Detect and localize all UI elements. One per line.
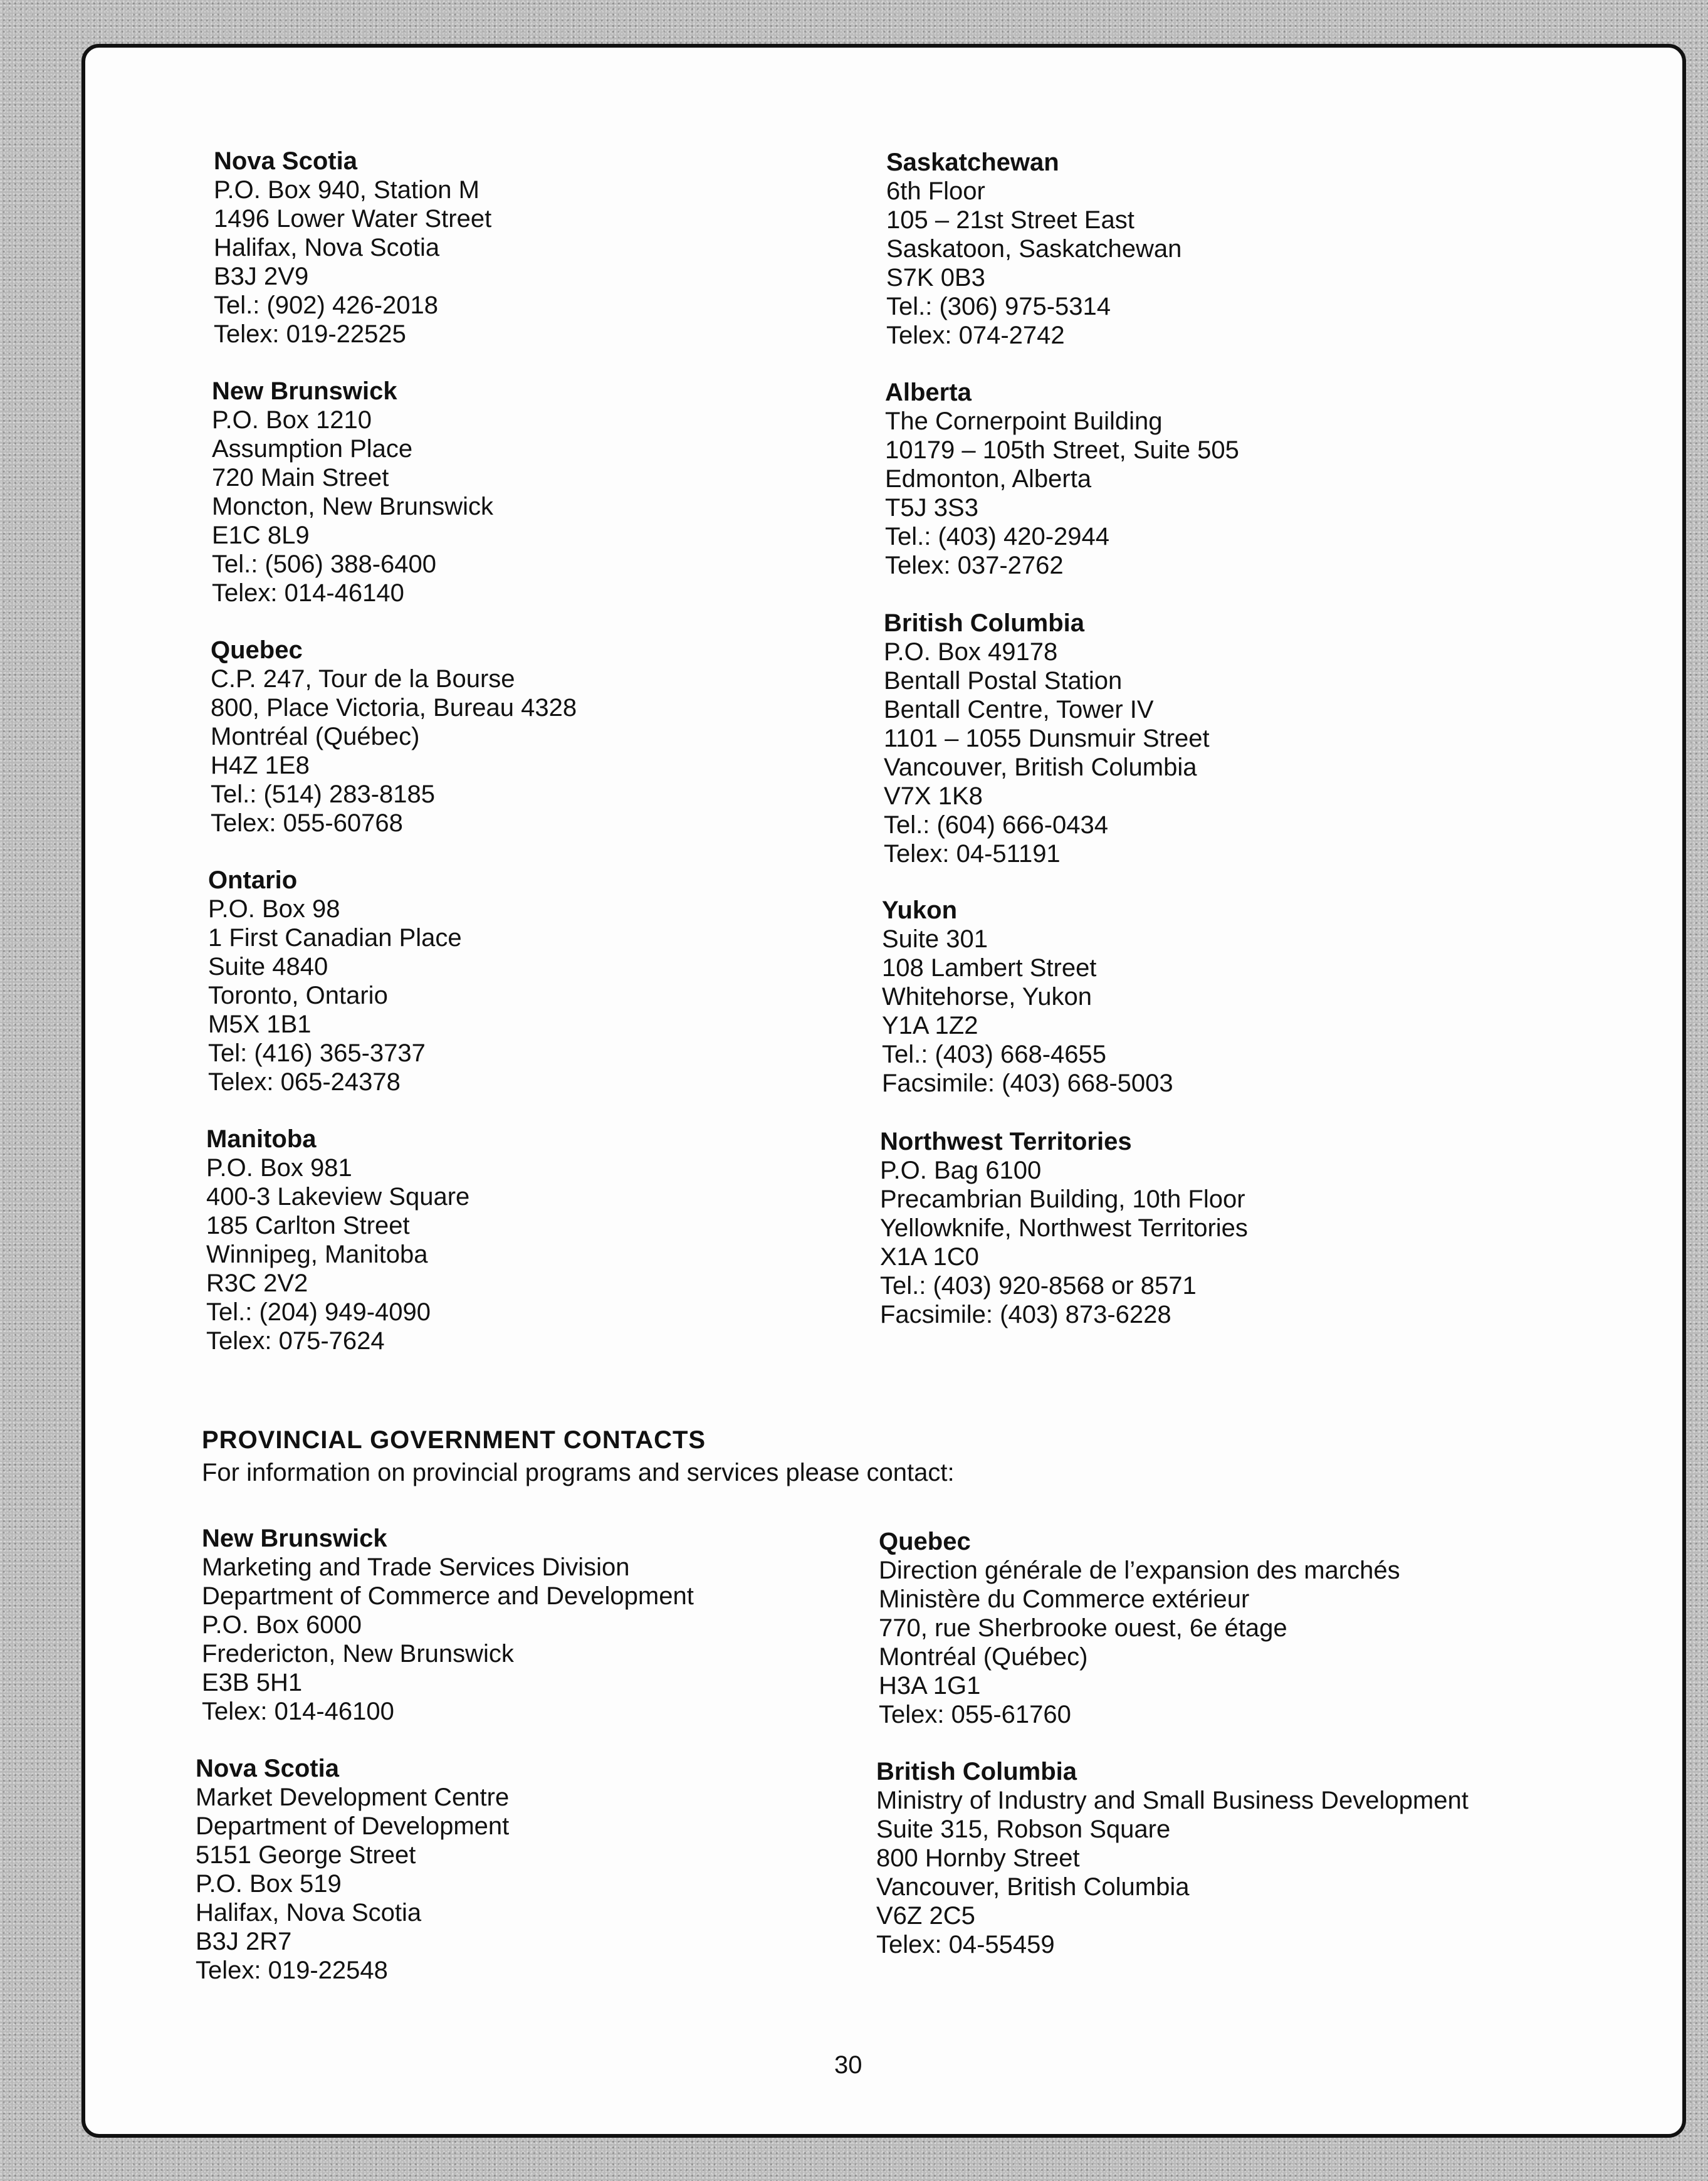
address-line: Assumption Place	[212, 435, 413, 463]
address-line: Moncton, New Brunswick	[212, 493, 494, 520]
address-line: Whitehorse, Yukon	[882, 983, 1092, 1011]
office-name: Manitoba	[206, 1125, 317, 1153]
address-line: P.O. Bag 6100	[880, 1157, 1042, 1184]
office-saskatchewan	[886, 148, 1181, 350]
address-line: Toronto, Ontario	[208, 982, 388, 1009]
address-line: P.O. Box 49178	[884, 638, 1058, 666]
address-line: P.O. Box 1210	[212, 406, 372, 434]
telex: Telex: 074-2742	[886, 322, 1065, 349]
telex: Telex: 075-7624	[206, 1327, 385, 1355]
office-name: Quebec	[211, 636, 303, 664]
postal-code: B3J 2V9	[214, 263, 309, 290]
postal-code: V6Z 2C5	[876, 1902, 975, 1930]
address-line: P.O. Box 6000	[202, 1611, 362, 1639]
address-line: Edmonton, Alberta	[885, 465, 1092, 493]
postal-code: V7X 1K8	[884, 782, 983, 810]
facsimile: Facsimile: (403) 668-5003	[882, 1069, 1173, 1097]
address-line: Montréal (Québec)	[879, 1643, 1088, 1671]
section-heading: PROVINCIAL GOVERNMENT CONTACTS	[202, 1426, 706, 1454]
office-quebec	[211, 636, 577, 838]
address-line: Marketing and Trade Services Division	[202, 1553, 630, 1581]
address-line: 5151 George Street	[196, 1841, 416, 1869]
telephone: Tel.: (204) 949-4090	[206, 1298, 431, 1326]
address-line: Suite 315, Robson Square	[876, 1816, 1171, 1843]
address-line: Suite 4840	[208, 953, 328, 980]
office-name: Saskatchewan	[886, 149, 1059, 176]
address-line: 108 Lambert Street	[882, 954, 1097, 982]
postal-code: R3C 2V2	[206, 1269, 308, 1297]
postal-code: T5J 3S3	[885, 494, 978, 522]
address-line: P.O. Box 98	[208, 895, 340, 923]
telephone: Tel.: (403) 668-4655	[882, 1041, 1107, 1068]
address-line: 1101 – 1055 Dunsmuir Street	[884, 725, 1210, 752]
address-line: 720 Main Street	[212, 464, 389, 491]
telex: Telex: 04-55459	[876, 1931, 1055, 1958]
office-new-brunswick	[212, 377, 493, 607]
address-line: Vancouver, British Columbia	[876, 1873, 1190, 1901]
telephone: Tel.: (902) 426-2018	[214, 292, 439, 319]
office-alberta	[885, 378, 1239, 580]
address-line: C.P. 247, Tour de la Bourse	[211, 665, 515, 693]
address-line: Department of Development	[196, 1812, 510, 1840]
telephone: Tel: (416) 365-3737	[208, 1039, 426, 1067]
address-line: Precambrian Building, 10th Floor	[880, 1185, 1245, 1213]
telex: Telex: 04-51191	[884, 840, 1061, 868]
provincial-quebec	[879, 1527, 1400, 1729]
address-line: Yellowknife, Northwest Territories	[880, 1214, 1248, 1242]
telex: Telex: 037-2762	[885, 552, 1064, 579]
address-line: Winnipeg, Manitoba	[206, 1241, 428, 1268]
office-name: Alberta	[885, 379, 972, 406]
telex: Telex: 019-22548	[196, 1957, 388, 1984]
telex: Telex: 055-61760	[879, 1701, 1071, 1728]
provincial-nova-scotia	[196, 1754, 509, 1985]
telephone: Tel.: (514) 283-8185	[211, 780, 436, 808]
address-line: Saskatoon, Saskatchewan	[886, 235, 1182, 263]
address-line: 6th Floor	[886, 177, 985, 205]
address-line: Bentall Postal Station	[884, 667, 1123, 695]
address-line: Vancouver, British Columbia	[884, 754, 1197, 781]
provincial-british-columbia	[876, 1757, 1469, 1959]
address-line: Ministry of Industry and Small Business Development	[876, 1787, 1469, 1814]
document-page	[81, 44, 1686, 2138]
address-line: 800, Place Victoria, Bureau 4328	[211, 694, 577, 722]
postal-code: Y1A 1Z2	[882, 1012, 978, 1039]
address-line: Ministère du Commerce extérieur	[879, 1585, 1250, 1613]
office-british-columbia	[884, 609, 1210, 868]
address-line: 10179 – 105th Street, Suite 505	[885, 436, 1239, 464]
office-name: British Columbia	[876, 1758, 1077, 1785]
telephone: Tel.: (306) 975-5314	[886, 293, 1111, 320]
office-name: New Brunswick	[212, 377, 397, 405]
address-line: Halifax, Nova Scotia	[196, 1899, 422, 1926]
postal-code: M5X 1B1	[208, 1011, 312, 1038]
postal-code: H4Z 1E8	[211, 752, 310, 779]
address-line: 105 – 21st Street East	[886, 206, 1134, 234]
telex: Telex: 019-22525	[214, 320, 406, 348]
office-name: Quebec	[879, 1528, 971, 1555]
page-number: 30	[834, 2051, 862, 2079]
postal-code: E3B 5H1	[202, 1669, 303, 1696]
address-line: Montréal (Québec)	[211, 723, 420, 750]
address-line: Department of Commerce and Development	[202, 1582, 694, 1610]
address-line: 1 First Canadian Place	[208, 924, 462, 952]
telephone: Tel.: (403) 420-2944	[885, 523, 1110, 550]
office-yukon	[882, 896, 1173, 1098]
telex: Telex: 065-24378	[208, 1068, 401, 1096]
telephone: Tel.: (604) 666-0434	[884, 811, 1109, 839]
office-name: New Brunswick	[202, 1525, 387, 1552]
office-manitoba	[206, 1125, 469, 1355]
office-name: Nova Scotia	[196, 1755, 339, 1782]
provincial-new-brunswick	[202, 1524, 694, 1726]
postal-code: X1A 1C0	[880, 1243, 979, 1271]
telex: Telex: 055-60768	[211, 809, 403, 837]
section-intro: For information on provincial programs and services please contact:	[202, 1459, 955, 1486]
address-line: 800 Hornby Street	[876, 1844, 1080, 1872]
office-nova-scotia	[214, 147, 491, 349]
address-line: 400-3 Lakeview Square	[206, 1183, 470, 1211]
postal-code: B3J 2R7	[196, 1928, 292, 1955]
address-line: 770, rue Sherbrooke ouest, 6e étage	[879, 1614, 1287, 1642]
postal-code: S7K 0B3	[886, 264, 985, 292]
address-line: P.O. Box 940, Station M	[214, 176, 479, 204]
office-name: British Columbia	[884, 609, 1085, 637]
office-name: Yukon	[882, 896, 958, 924]
address-line: P.O. Box 981	[206, 1154, 352, 1182]
address-line: Fredericton, New Brunswick	[202, 1640, 514, 1668]
address-line: Bentall Centre, Tower IV	[884, 696, 1154, 723]
telex: Telex: 014-46140	[212, 579, 404, 607]
address-line: 185 Carlton Street	[206, 1212, 410, 1239]
address-line: Market Development Centre	[196, 1784, 510, 1811]
office-name: Nova Scotia	[214, 147, 357, 175]
office-name: Northwest Territories	[880, 1128, 1132, 1155]
address-line: P.O. Box 519	[196, 1870, 342, 1898]
telephone: Tel.: (403) 920-8568 or 8571	[880, 1272, 1197, 1300]
postal-code: H3A 1G1	[879, 1672, 981, 1700]
address-line: 1496 Lower Water Street	[214, 205, 492, 233]
office-northwest-territories	[880, 1127, 1248, 1329]
office-ontario	[208, 866, 462, 1096]
address-line: Suite 301	[882, 925, 988, 953]
postal-code: E1C 8L9	[212, 522, 310, 549]
office-name: Ontario	[208, 866, 298, 894]
address-line: Direction générale de l’expansion des marchés	[879, 1557, 1400, 1584]
address-line: Halifax, Nova Scotia	[214, 234, 440, 261]
telex: Telex: 014-46100	[202, 1698, 394, 1725]
address-line: The Cornerpoint Building	[885, 407, 1163, 435]
facsimile: Facsimile: (403) 873-6228	[880, 1301, 1171, 1328]
telephone: Tel.: (506) 388-6400	[212, 550, 437, 578]
